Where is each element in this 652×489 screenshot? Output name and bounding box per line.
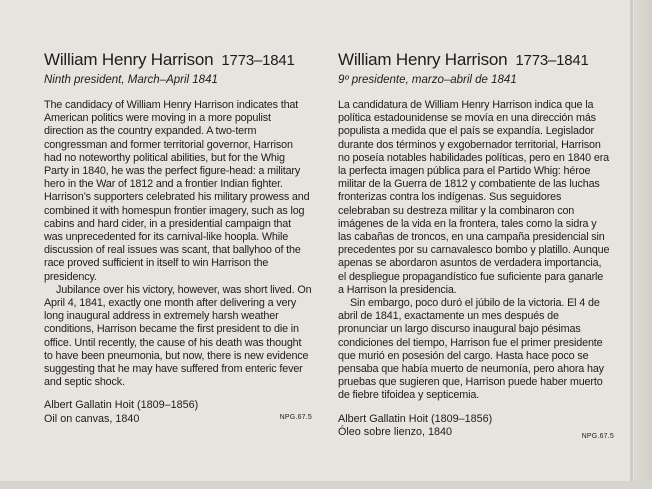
body-paragraph: The candidacy of William Henry Harrison indicates that American politics were moving in a more populist direction as the country expanded. A two-term congressman and former territorial governor, Harrison had no noteworthy political abilities, but for the Whig Party in 1840, he was the perfect figure-head: a military hero in the War of 1812 and a frontier Indian fighter. Harrison’s supporters celebrated his military prowess and combined it with homespun frontier imagery, such as log cabins and hard cider, in a presidential campaign that was unprecedented for its carnival-like hoopla. While discussion of real issues was scant, that ballyhoo of the race proved sufficient in itself to win Harrison the presidency. bbox=[44, 99, 310, 283]
label-body bbox=[338, 99, 610, 403]
label-body bbox=[44, 99, 312, 389]
panel-edge bbox=[630, 0, 633, 489]
wall-edge bbox=[634, 0, 652, 489]
sitter-name: William Henry Harrison bbox=[44, 50, 214, 69]
panel-bottom-edge bbox=[0, 481, 652, 489]
sitter-dates: 1773–1841 bbox=[515, 52, 589, 69]
artwork-medium: Oil on canvas, 1840 bbox=[44, 412, 140, 425]
sitter-subtitle: Ninth president, March–April 1841 bbox=[44, 74, 218, 86]
accession-number: NPG.67.5 bbox=[581, 433, 614, 441]
sitter-heading bbox=[44, 50, 312, 71]
body-paragraph: Sin embargo, poco duró el júbilo de la victoria. El 4 de abril de 1841, exactamente un mes después de pronunciar un largo discurso inaugural bajo pésimas condiciones del tiempo, Harrison fue el primer presidente que murió en posesión del cargo. Hasta hace poco se pensaba que había muerto de neumonía, pero ahora hay pruebas que sugieren que, Harrison puede haber muerto de fiebre tifoidea y septicemia. bbox=[338, 297, 604, 402]
body-paragraph: Jubilance over his victory, however, was short lived. On April 4, 1841, exactly one month after delivering a very long inaugural address in extremely harsh weather conditions, Harrison became the first president to die in office. Until recently, the cause of his death was thought to have been pneumonia, but now, there is new evidence suggesting that he may have suffered from enteric fever and septic shock. bbox=[44, 283, 312, 389]
sitter-name: William Henry Harrison bbox=[338, 50, 508, 69]
body-paragraph: La candidatura de William Henry Harrison indica que la política estadounidense se movía en una dirección más populista a medida que el país se expandía. Legislador durante dos términos y exgobernador territorial, Harrison no poseía notables habilidades políticas, pero en 1840 era la perfecta imagen pública para el Partido Whig: héroe militar de la Guerra de 1812 y combatiente de las luchas fronterizas contra los indígenas. Sus seguidores celebraban su destreza militar y la combinaron con imágenes de la vida en la frontera, tales como la sidra y las cabañas de troncos, en una campaña presidencial sin precedentes por su carnavalesco bombo y platillo. Aunque apenas se abordaron asuntos de verdadera importancia, el despliegue propagandístico fue suficiente para ganarle a Harrison la presidencia. bbox=[338, 99, 610, 296]
accession-number: NPG.67.5 bbox=[279, 413, 312, 421]
artist-name: Albert Gallatin Hoit (1809–1856) bbox=[338, 412, 493, 425]
artwork-credit bbox=[44, 399, 312, 426]
artwork-medium: Óleo sobre lienzo, 1840 bbox=[338, 426, 453, 439]
label-english bbox=[44, 50, 312, 426]
label-spanish bbox=[338, 50, 614, 441]
artist-name: Albert Gallatin Hoit (1809–1856) bbox=[44, 399, 199, 412]
sitter-subtitle: 9º presidente, marzo–abril de 1841 bbox=[338, 74, 517, 86]
sitter-dates: 1773–1841 bbox=[221, 52, 295, 69]
sitter-heading bbox=[338, 50, 610, 71]
artwork-credit bbox=[338, 412, 614, 441]
